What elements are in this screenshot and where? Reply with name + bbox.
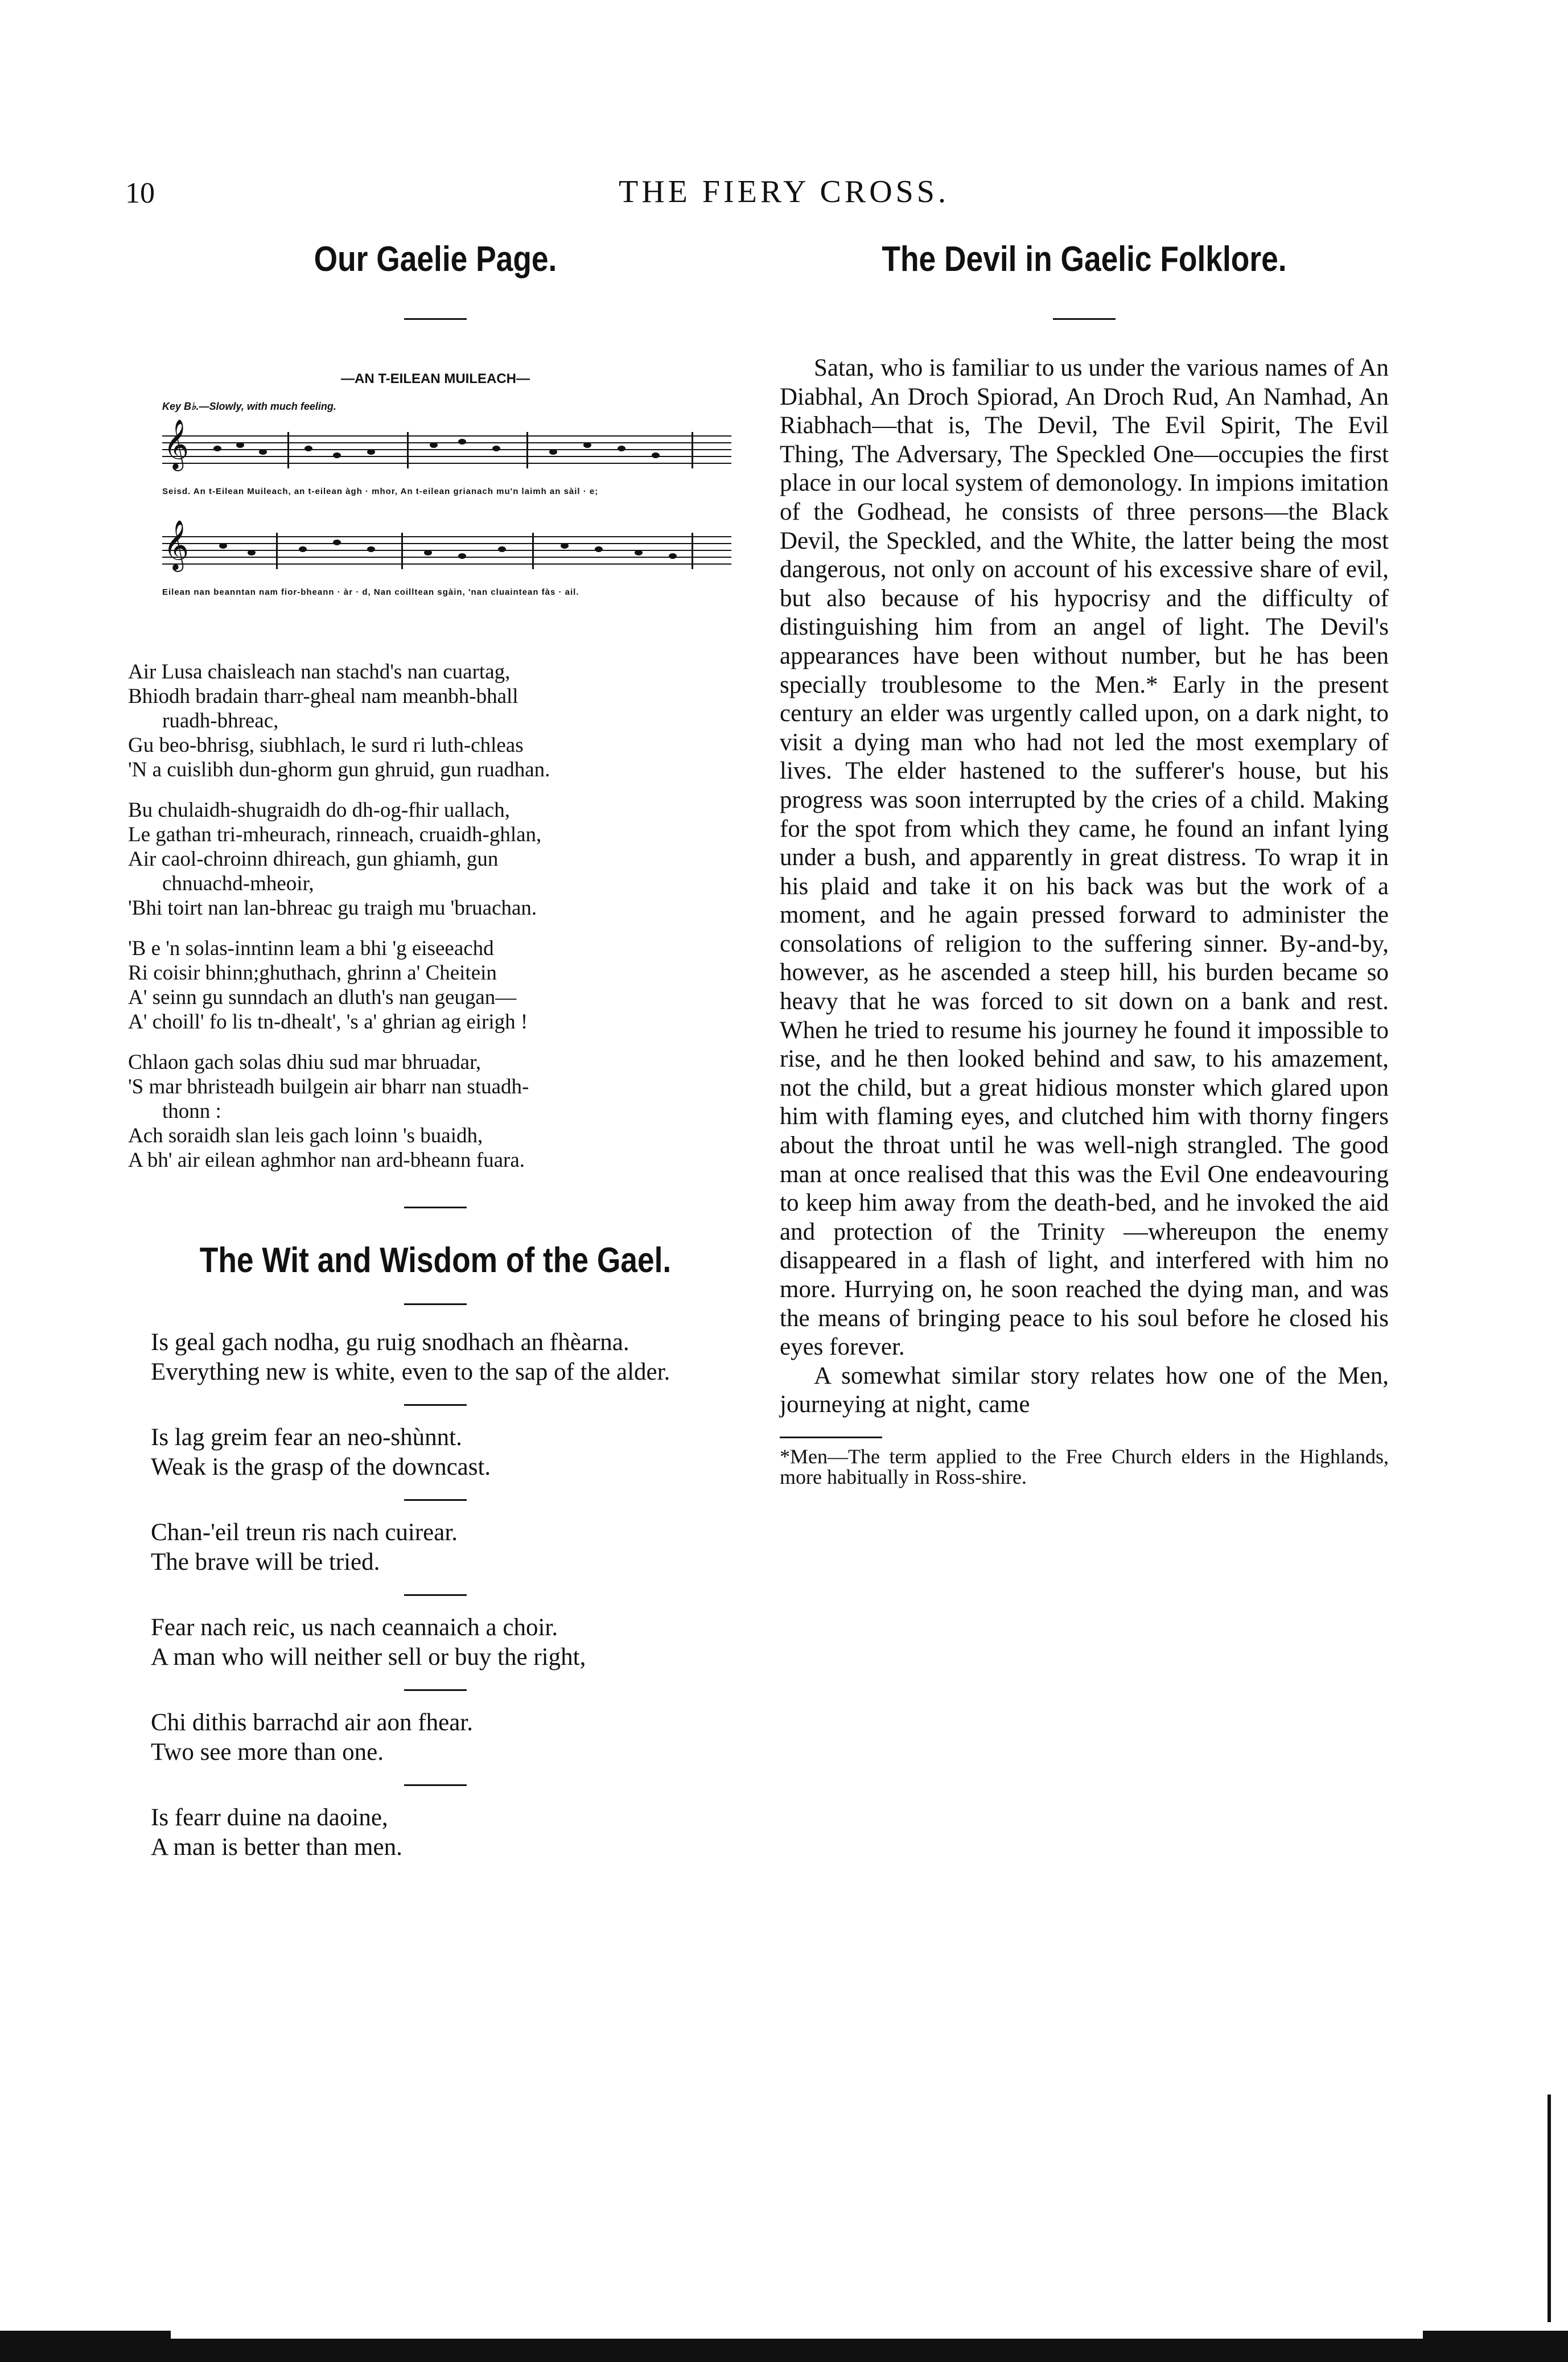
proverb-english: Two see more than one.	[151, 1739, 384, 1766]
proverb	[128, 1518, 743, 1577]
article-paragraph: A somewhat similar story relates how one of the Men, journeying at night, came	[780, 1362, 1389, 1418]
proverb	[128, 1803, 743, 1862]
music-staff-1	[162, 418, 731, 481]
proverb-gaelic: Is lag greim fear an neo-shùnnt.	[151, 1424, 462, 1451]
right-column	[780, 239, 1389, 1487]
verse-line: Bhiodh bradain tharr-gheal nam meanbh-bhall	[128, 685, 518, 708]
song-title: —AN T-EILEAN MUILEACH—	[341, 371, 530, 386]
page-number: 10	[125, 177, 155, 209]
lyric-line-1: Seisd. An t-Eilean Muileach, an t-eilean àgh · mhor, An t-eilean grianach mu'n laimh an sàil · e;	[162, 487, 599, 496]
verse-line: Air Lusa chaisleach nan stachd's nan cuartag,	[128, 660, 511, 684]
proverb-gaelic: Fear nach reic, us nach ceannaich a choir.	[151, 1614, 558, 1641]
proverb-english: A man who will neither sell or buy the right,	[151, 1644, 586, 1670]
divider	[404, 1207, 467, 1208]
verse-4	[128, 1050, 743, 1172]
poem	[128, 660, 743, 1172]
verse-line: 'N a cuislibh dun-ghorm gun ghruid, gun ruadhan.	[128, 758, 550, 781]
verse-line: A bh' air eilean aghmhor nan ard-bheann fuara.	[128, 1149, 525, 1172]
verse-line: A' choill' fo lis tn-dhealt', 's a' ghrian ag eirigh !	[128, 1010, 528, 1034]
proverb-english: The brave will be tried.	[151, 1549, 380, 1575]
verse-line: A' seinn gu sunndach an dluth's nan geugan—	[128, 986, 517, 1009]
footnote: *Men—The term applied to the Free Church elders in the Highlands, more habitually in Ross-shire.	[780, 1445, 1389, 1488]
verse-line: 'S mar bhristeadh builgein air bharr nan stuadh-	[128, 1075, 529, 1098]
divider	[1053, 318, 1116, 320]
key-line: Key B♭.—Slowly, with much feeling.	[162, 401, 336, 412]
verse-2	[128, 798, 743, 920]
scan-border	[0, 2331, 1568, 2362]
proverb	[128, 1708, 743, 1767]
verse-line: 'Bhi toirt nan lan-bhreac gu traigh mu 'bruachan.	[128, 896, 537, 920]
footnote-rule	[780, 1437, 882, 1438]
proverb-english: Everything new is white, even to the sap of the alder.	[151, 1359, 670, 1385]
verse-1	[128, 660, 743, 782]
article-paragraph: Satan, who is familiar to us under the various names of An Diabhal, An Droch Spiorad, An Droch Rud, An Namhad, An Riabhach—that is, The Devil, The Evil Spirit, The Evil Thing, The Adversary, The Speckled One—occupies the first place in our local system of demonology. In impions imitation of the Godhead, he consists of three persons—the Black Devil, the Speckled, and the White, the latter being the most dangerous, not only on account of his excessive share of evil, but also because of his hypocrisy and the difficulty of distinguishing him from an angel of light. The Devil's appearances have been without number, but he has been specially troublesome to the Men.* Early in the present century an elder was urgently called upon, on a dark night, to visit a dying man who had not led the most exemplary of lives. The elder hastened to the sufferer's house, but his progress was soon interrupted by the cries of a child. Making for the spot from which they came, he found an infant lying under a bush, and apparently in great distress. To wrap it in his plaid and take it on his back was but the work of a moment, and he again pressed forward to administer the consolations of religion to the suffering sinner. By-and-by, however, as he ascended a steep hill, his burden became so heavy that he was forced to sit down on a bank and rest. When he tried to resume his journey he found it impossible to rise, and he then looked behind and saw, to his amazement, not the child, but a great hidious monster which glared upon him with flaming eyes, and clutched him with thorny fingers about the throat until he was well-nigh strangled. The good man at once realised that this was the Evil One endeavouring to keep him away from the death-bed, and he invoked the aid and protection of the Trinity —whereupon the enemy disappeared in a flash of light, and interfered with him no more. Hurrying on, he soon reached the dying man, and was the means of bringing peace to his soul before he closed his eyes forever.	[780, 355, 1389, 1361]
proverbs	[128, 1328, 743, 1862]
verse-line: chnuachd-mheoir,	[162, 872, 314, 895]
verse-line: Bu chulaidh-shugraidh do dh-og-fhir uallach,	[128, 799, 510, 822]
verse-line: Le gathan tri-mheurach, rinneach, cruaidh-ghlan,	[128, 823, 542, 846]
proverb	[128, 1328, 743, 1387]
proverb	[128, 1613, 743, 1672]
proverb-english: A man is better than men.	[151, 1834, 402, 1861]
proverb-gaelic: Chi dithis barrachd air aon fhear.	[151, 1709, 473, 1736]
proverb-english: Weak is the grasp of the downcast.	[151, 1454, 491, 1480]
divider	[404, 1499, 467, 1501]
treble-clef-icon: 𝄞	[163, 521, 189, 569]
music-staff-2	[162, 519, 731, 582]
divider	[404, 1303, 467, 1305]
divider	[404, 1689, 467, 1691]
verse-line: Air caol-chroinn dhireach, gun ghiamh, gun	[128, 847, 499, 871]
verse-line: ruadh-bhreac,	[162, 709, 279, 733]
lyric-line-2: Eilean nan beanntan nam fior-bheann · àr · d, Nan coilltean sgàin, 'nan cluaintean fàs · ail.	[162, 587, 579, 597]
proverb	[128, 1423, 743, 1482]
verse-line: Gu beo-bhrisg, siubhlach, le surd ri luth-chleas	[128, 734, 524, 757]
wit-wisdom-heading: The Wit and Wisdom of the Gael.	[199, 1241, 672, 1280]
verse-line: thonn :	[162, 1100, 221, 1123]
divider	[404, 318, 467, 320]
divider	[404, 1784, 467, 1786]
verse-line: Ach soraidh slan leis gach loinn 's buaidh,	[128, 1124, 483, 1147]
verse-line: Ri coisir bhinn;ghuthach, ghrinn a' Cheitein	[128, 961, 497, 985]
proverb-gaelic: Is fearr duine na daoine,	[151, 1804, 388, 1831]
proverb-gaelic: Chan-'eil treun ris nach cuirear.	[151, 1519, 458, 1546]
left-column	[128, 239, 743, 1862]
proverb-gaelic: Is geal gach nodha, gu ruig snodhach an fhèarna.	[151, 1329, 629, 1356]
treble-clef-icon: 𝄞	[163, 421, 189, 468]
article-heading: The Devil in Gaelic Folklore.	[882, 240, 1287, 279]
gaelic-page-heading: Our Gaelie Page.	[314, 240, 557, 279]
article-body	[780, 354, 1389, 1419]
verse-line: Chlaon gach solas dhiu sud mar bhruadar,	[128, 1051, 481, 1074]
scan-edge	[1548, 2094, 1551, 2322]
verse-3	[128, 936, 743, 1034]
divider	[404, 1594, 467, 1596]
running-head: THE FIERY CROSS.	[619, 174, 949, 209]
divider	[404, 1404, 467, 1406]
verse-line: 'B e 'n solas-inntinn leam a bhi 'g eiseeachd	[128, 937, 494, 960]
